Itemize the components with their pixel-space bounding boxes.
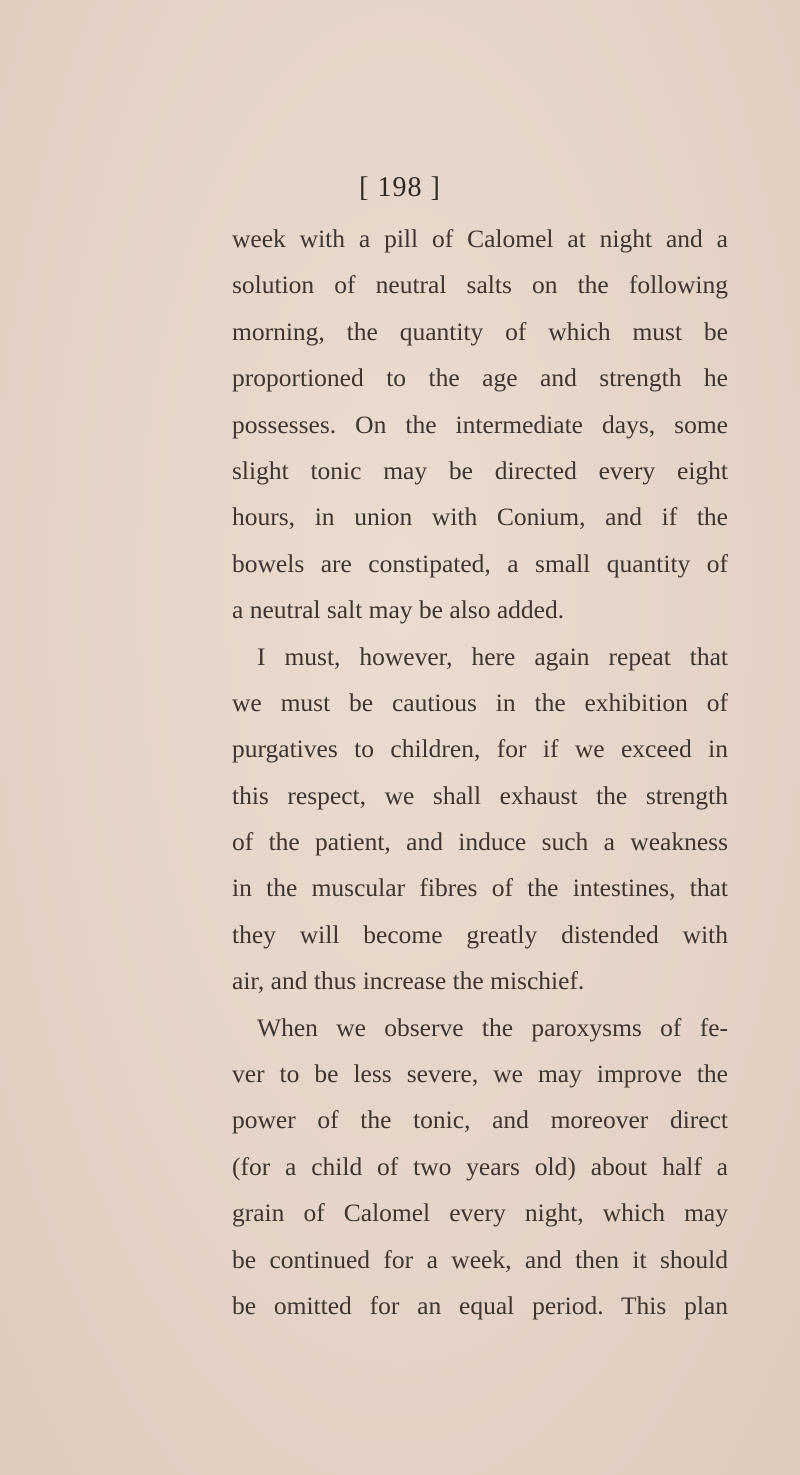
paragraph-start-line: I must, however, here again repeat that [257,641,728,671]
text-line: be continued for a week, and then it should [232,1244,728,1274]
text-line: ver to be less severe, we may improve the [232,1059,728,1089]
paragraph-end-line: a neutral salt may be also added. [232,595,565,625]
text-line: purgatives to children, for if we exceed in [232,734,728,764]
body-text [232,216,728,1329]
text-line: week with a pill of Calomel at night and a [232,224,728,253]
text-line: hours, in union with Conium, and if the [232,502,728,532]
text-line: solution of neutral salts on the following [232,270,728,300]
text-line: grain of Calomel every night, which may [232,1198,728,1228]
text-line: slight tonic may be directed every eight [232,455,728,485]
text-line: possesses. On the intermediate days, some [232,409,728,439]
text-line: in the muscular fibres of the intestines, that [232,873,728,903]
text-line: bowels are constipated, a small quantity of [232,548,728,578]
text-line: proportioned to the age and strength he [232,363,728,393]
text-line: be omitted for an equal period. This plan [232,1290,728,1320]
text-line: (for a child of two years old) about half a [232,1151,728,1181]
text-line: power of the tonic, and moreover direct [232,1105,728,1135]
text-line: we must be cautious in the exhibition of [232,687,728,717]
text-line: this respect, we shall exhaust the strength [232,780,728,810]
text-line: morning, the quantity of which must be [232,316,728,346]
text-line: they will become greatly distended with [232,919,728,949]
page-number: [ 198 ] [359,172,441,203]
paragraph-end-line: air, and thus increase the mischief. [232,966,585,996]
paragraph-start-line: When we observe the paroxysms of fe- [257,1012,728,1042]
text-line: of the patient, and induce such a weakness [232,827,728,857]
